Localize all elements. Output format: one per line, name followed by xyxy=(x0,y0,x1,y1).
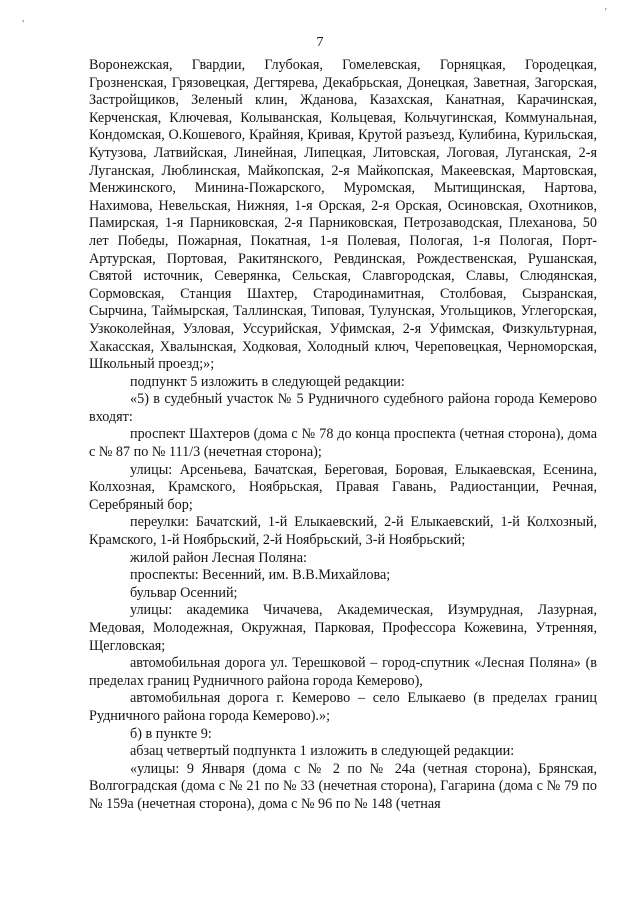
document-paragraph: проспекты: Весенний, им. В.В.Михайлова; xyxy=(130,567,391,584)
document-paragraph: «5) в судебный участок № 5 Рудничного судебного района города Кемерово входят: xyxy=(89,391,597,425)
document-paragraph: абзац четвертый подпункта 1 изложить в следующей редакции: xyxy=(130,743,515,760)
document-paragraph: «улицы: 9 Января (дома с № 2 по № 24а (четная сторона), Брянская, Волгоградская (дома с № 21 по № 33 (нечетная сторона), Гагарина (дома с № 79 по № 159а (нечетная сторона), дома с № 96 по № 148 (четная xyxy=(89,760,597,812)
scan-mark: ’ xyxy=(604,7,608,18)
document-paragraph: жилой район Лесная Поляна: xyxy=(130,549,307,566)
document-paragraph: бульвар Осенний; xyxy=(130,584,238,601)
document-paragraph: автомобильная дорога г. Кемерово – село Елыкаево (в пределах границ Рудничного района города Кемерово).»; xyxy=(89,690,597,724)
document-paragraph: б) в пункте 9: xyxy=(130,725,212,742)
document-paragraph: подпункт 5 изложить в следующей редакции: xyxy=(130,373,405,390)
document-paragraph: проспект Шахтеров (дома с № 78 до конца проспекта (четная сторона), дома с № 87 по № 111/3 (нечетная сторона); xyxy=(89,426,597,461)
document-paragraph: Воронежская, Гвардии, Глубокая, Гомелевская, Горняцкая, Городецкая, Грозненская, Грязовецкая, Дегтярева, Декабрьская, Донецкая, Заветная, Загорская, Застройщиков, Зеленый клин, Жданова, Казахская, Канатная, Карачинская, Керченская, Ключевая, Колыванская, Кольцевая, Кольчугинская, Коммунальная, Кондомская, О.Кошевого, Крайняя, Кривая, Крутой разъезд, Кулибина, Курильская, Кутузова, Латвийская, Линейная, Липецкая, Литовская, Логовая, Луганская, 2-я Луганская, Люблинская, Майкопская, 2-я Майкопская, Макеевская, Мартовская, Менжинского, Минина-Пожарского, Муромская, Мытищинская, Нартова, Нахимова, Невельская, Нижняя, 1-я Орская, 2-я Орская, Осиновская, Охотников, Памирская, 1-я Парниковская, 2-я Парниковская, Петрозаводская, Плеханова, 50 лет Победы, Пожарная, Покатная, 1-я Полевая, Пологая, 1-я Пологая, Порт-Артурская, Портовая, Ракитянского, Ревдинская, Рождественская, Рушанская, Святой источник, Северянка, Сельская, Славгородская, Славы, Слюдянская, Сормовская, Станция Шахтер, Стародинамитная, Столбовая, Сызранская, Сырчина, Таймырская, Таллинская, Типовая, Тулунская, Угольщиков, Углегорская, Узкоколейная, Узловая, Уссурийская, Уфимская, 2-я Уфимская, Физкультурная, Хакасская, Хвалынская, Ходковая, Холодный ключ, Череповецкая, Черноморская, Школьный проезд;»; xyxy=(89,57,597,373)
scan-mark: , xyxy=(22,13,25,24)
document-paragraph: переулки: Бачатский, 1-й Елыкаевский, 2-й Елыкаевский, 1-й Колхозный, Крамского, 1-й Ноябрьский, 2-й Ноябрьский, 3-й Ноябрьский; xyxy=(89,514,597,549)
document-paragraph: улицы: академика Чичачева, Академическая, Изумрудная, Лазурная, Медовая, Молодежная, Окружная, Парковая, Профессора Кожевина, Утренняя, Щегловская; xyxy=(89,602,597,654)
document-paragraph: автомобильная дорога ул. Терешковой – город-спутник «Лесная Поляна» (в пределах границ Рудничного района города Кемерово), xyxy=(89,655,597,689)
page-number: 7 xyxy=(316,35,324,50)
document-body xyxy=(89,57,597,814)
document-paragraph: улицы: Арсеньева, Бачатская, Береговая, Боровая, Елыкаевская, Есенина, Колхозная, Крамского, Ноябрьская, Правая Гавань, Радиостанции, Речная, Серебряный бор; xyxy=(89,461,597,513)
